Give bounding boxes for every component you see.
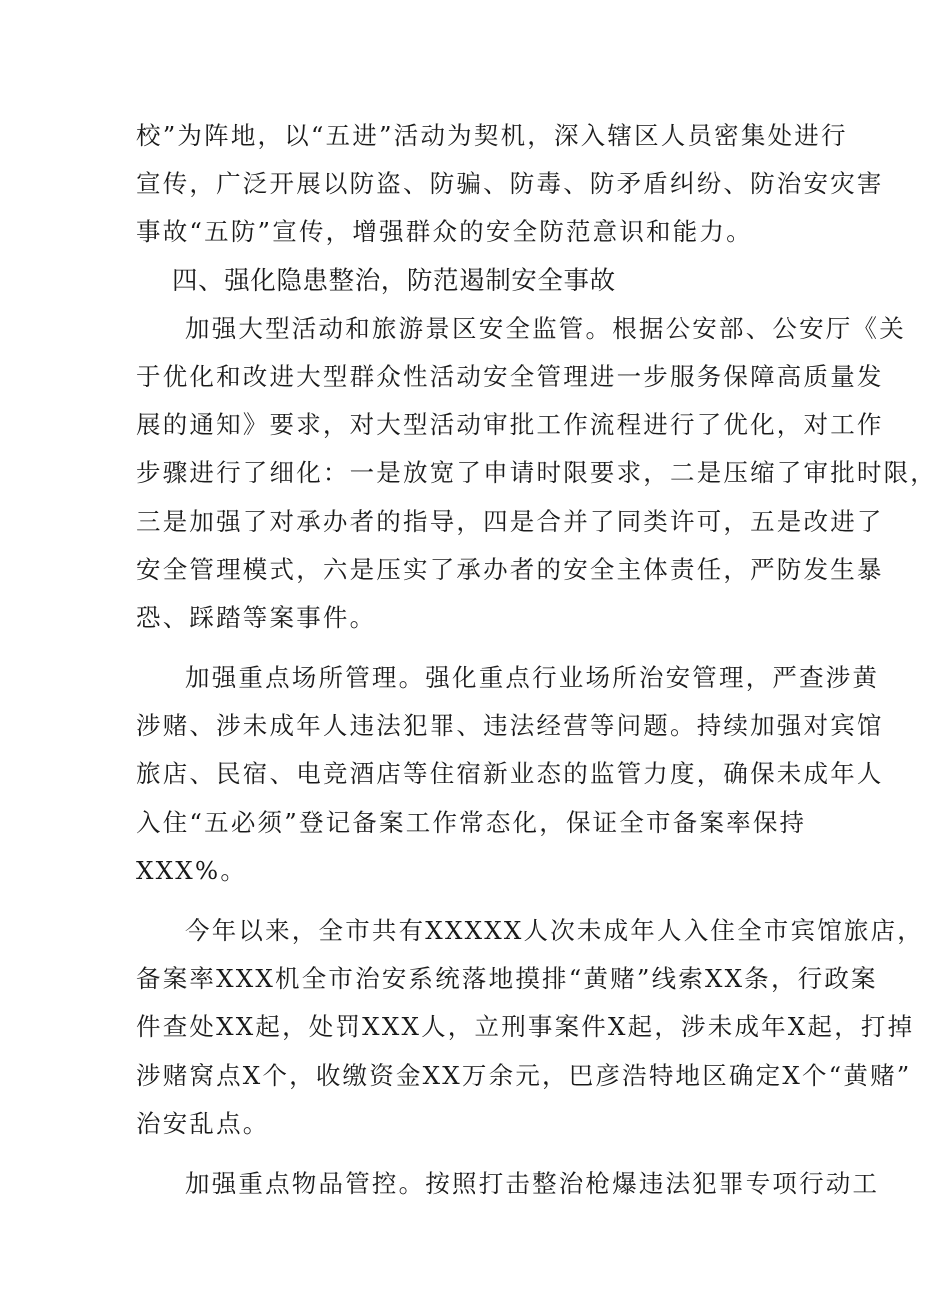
section-heading-4: 四、强化隐患整治，防范遏制安全事故 [172, 265, 616, 296]
text-line: 治安乱点。 [136, 1108, 270, 1138]
text-line: 入住“五必须”登记备案工作常态化，保证全市备案率保持 [136, 807, 807, 837]
text-line: 旅店、民宿、电竞酒店等住宿新业态的监管力度，确保未成年人 [136, 759, 884, 789]
document-page [136, 112, 937, 1208]
text-line: 步骤进行了细化：一是放宽了申请时限要求，二是压缩了审批时限， [136, 458, 937, 488]
paragraph-key-items [136, 1160, 880, 1208]
paragraph-statistics [136, 907, 925, 1148]
text-line: 备案率XXX机全市治安系统落地摸排“黄赌”线索XX条，行政案 [136, 964, 878, 994]
text-line: 宣传，广泛开展以防盗、防骗、防毒、防矛盾纠纷、防治安灾害 [136, 169, 884, 199]
text-line: 加强重点物品管控。按照打击整治枪爆违法犯罪专项行动工 [185, 1168, 880, 1198]
text-line: 展的通知》要求，对大型活动审批工作流程进行了优化，对工作 [136, 410, 884, 440]
paragraph-campaign-continued [136, 112, 884, 257]
text-line: 校”为阵地，以“五进”活动为契机，深入辖区人员密集处进行 [136, 121, 848, 150]
text-line: 件查处XX起，处罚XXX人，立刑事案件X起，涉未成年X起，打掉 [136, 1012, 915, 1042]
text-line: 涉赌窝点X个，收缴资金XX万余元，巴彦浩特地区确定X个“黄赌” [136, 1060, 912, 1090]
paragraph-key-venues [136, 654, 884, 895]
text-line: 于优化和改进大型群众性活动安全管理进一步服务保障高质量发 [136, 361, 884, 391]
text-line: 加强重点场所管理。强化重点行业场所治安管理，严查涉黄 [185, 663, 880, 693]
text-line: 涉赌、涉未成年人违法犯罪、违法经营等问题。持续加强对宾馆 [136, 711, 884, 741]
text-line: XXX%。 [136, 855, 248, 885]
text-line: 今年以来，全市共有XXXXX人次未成年人入住全市宾馆旅店， [185, 916, 925, 945]
text-line: 恐、踩踏等案事件。 [136, 602, 377, 632]
text-line: 安全管理模式，六是压实了承办者的安全主体责任，严防发生暴 [136, 554, 884, 584]
text-line: 事故“五防”宣传，增强群众的安全防范意识和能力。 [136, 217, 753, 247]
paragraph-large-events [136, 305, 937, 642]
text-line: 加强大型活动和旅游景区安全监管。根据公安部、公安厅《关 [185, 313, 906, 343]
text-line: 三是加强了对承办者的指导，四是合并了同类许可，五是改进了 [136, 506, 884, 536]
